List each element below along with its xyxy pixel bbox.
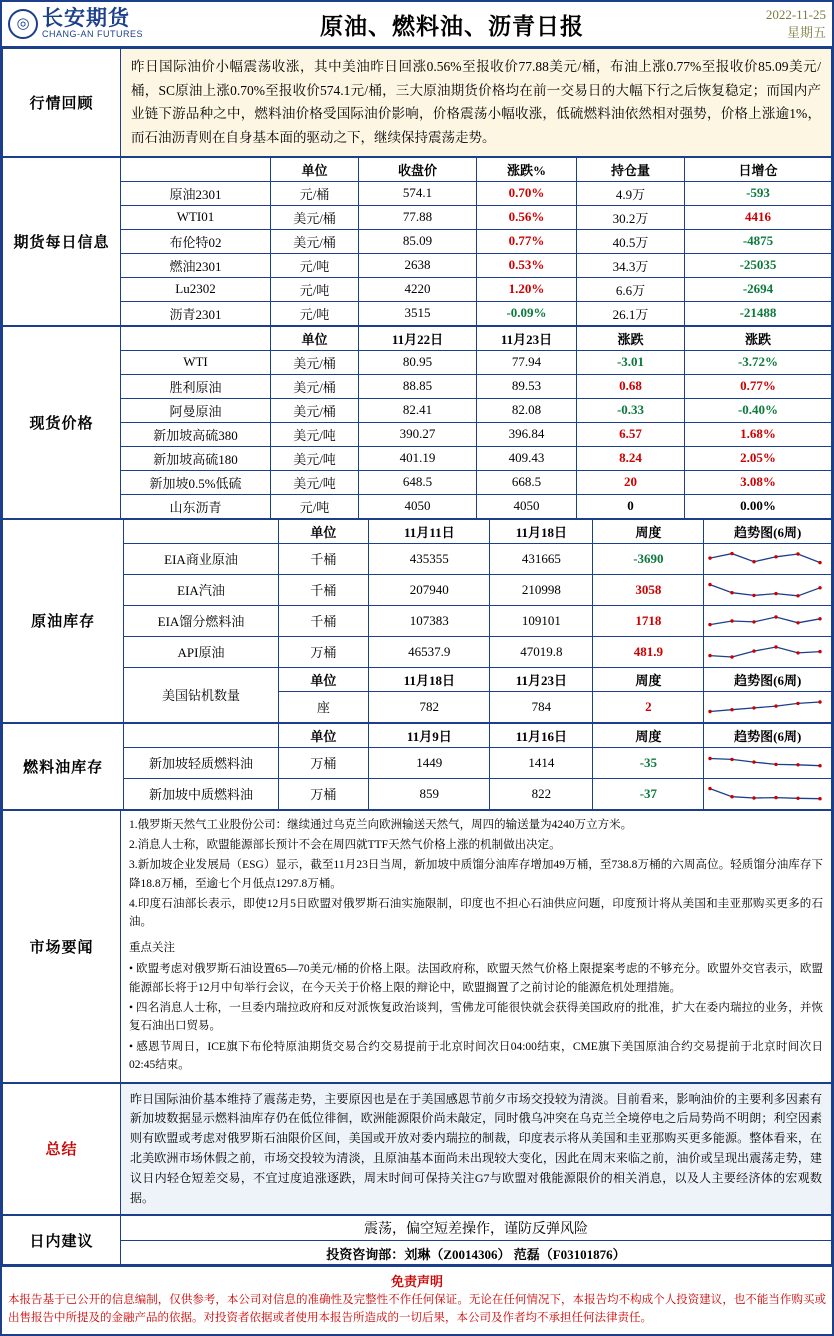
table-header-row	[3, 667, 832, 691]
table-row	[3, 181, 832, 205]
section-label-advice: 日内建议	[3, 1216, 121, 1265]
row-v1: 859	[369, 778, 490, 809]
company-name-cn: 长安期货	[42, 7, 130, 31]
section-label-spot: 现货价格	[3, 326, 121, 518]
row-weekly: -3690	[593, 543, 704, 574]
col-change-pct: 涨跌	[685, 326, 832, 350]
row-unit: 美元/桶	[271, 350, 359, 374]
table-header-row	[3, 723, 832, 747]
row-oi: 34.3万	[577, 253, 685, 277]
advice-dept-label: 投资咨询部：	[326, 1247, 405, 1263]
company-name-en: CHANG-AN FUTURES	[42, 29, 144, 40]
row-v2: 47019.8	[490, 636, 593, 667]
focus-item: • 欧盟考虑对俄罗斯石油设置65—70美元/桶的价格上限。法国政府称，欧盟天然气价格上限提案考虑的不够充分。欧盟外交官表示，欧盟能源部长将于12月中旬举行会议，在今天关于价格上限的辩论中，欧盟搁置了之前讨论的能源危机处理措施。	[129, 963, 823, 994]
date-value: 2022-11-25	[765, 7, 826, 23]
row-unit: 万桶	[278, 747, 369, 778]
row-close: 3515	[359, 301, 477, 325]
col-unit: 单位	[271, 326, 359, 350]
row-name: 山东沥青	[121, 494, 271, 518]
company-logo	[8, 8, 198, 39]
table-header-row	[3, 326, 832, 350]
row-change-pct: 3.08%	[685, 470, 832, 494]
col-unit: 单位	[278, 667, 369, 691]
row-v2: 396.84	[477, 422, 577, 446]
page-title: 原油、燃料油、沥青日报	[320, 12, 584, 39]
row-v1: 4050	[359, 494, 477, 518]
col-trend: 趋势图(6周)	[704, 723, 832, 747]
row-change: -0.09%	[477, 301, 577, 325]
advice-table	[2, 1215, 832, 1265]
row-unit: 元/桶	[271, 181, 359, 205]
row-name: 新加坡轻质燃料油	[124, 747, 278, 778]
row-unit: 元/吨	[271, 494, 359, 518]
row-unit: 座	[278, 691, 369, 722]
section-label-crude-stock: 原油库存	[3, 519, 124, 722]
table-row	[3, 229, 832, 253]
table-row	[3, 605, 832, 636]
section-label-fuel-stock: 燃料油库存	[3, 723, 124, 809]
row-v1: 648.5	[359, 470, 477, 494]
market-news-body	[121, 810, 832, 1082]
col-name	[121, 326, 271, 350]
sparkline-chart	[704, 605, 832, 636]
row-unit: 美元/桶	[271, 374, 359, 398]
row-unit: 元/吨	[271, 253, 359, 277]
table-row	[3, 49, 832, 157]
table-row	[3, 205, 832, 229]
advice-people: 刘琳（Z0014306） 范磊（F03101876）	[404, 1247, 626, 1263]
row-change: 0.70%	[477, 181, 577, 205]
report-header	[2, 2, 832, 48]
row-change: 8.24	[577, 446, 685, 470]
row-v1: 46537.9	[369, 636, 490, 667]
row-name: 阿曼原油	[121, 398, 271, 422]
table-row	[3, 398, 832, 422]
disclaimer-block	[2, 1265, 832, 1334]
row-weekly: 3058	[593, 574, 704, 605]
crude-inventory-table	[2, 519, 832, 723]
row-unit: 千桶	[278, 543, 369, 574]
col-unit: 单位	[271, 157, 359, 181]
row-delta: -593	[685, 181, 832, 205]
table-row	[3, 574, 832, 605]
row-change: -0.33	[577, 398, 685, 422]
row-v1: 107383	[369, 605, 490, 636]
sparkline-chart	[704, 543, 832, 574]
col-date-1: 11月11日	[369, 519, 490, 543]
table-row	[3, 1083, 832, 1215]
col-unit: 单位	[278, 519, 369, 543]
row-v1: 782	[369, 691, 490, 722]
col-date-2: 11月23日	[490, 667, 593, 691]
row-v1: 88.85	[359, 374, 477, 398]
row-oi: 40.5万	[577, 229, 685, 253]
row-change: 0	[577, 494, 685, 518]
row-v2: 668.5	[477, 470, 577, 494]
row-v2: 409.43	[477, 446, 577, 470]
row-unit: 美元/桶	[271, 205, 359, 229]
focus-item: • 感恩节周日，ICE旗下布伦特原油期货交易合约交易提前于北京时间次日04:00结束，CME旗下美国原油合约交易提前于北京时间次日02:45结束。	[129, 1040, 823, 1072]
row-unit: 元/吨	[271, 277, 359, 301]
col-weekly: 周度	[593, 723, 704, 747]
row-oi: 6.6万	[577, 277, 685, 301]
table-header-row	[3, 519, 832, 543]
futures-daily-table	[2, 157, 832, 326]
advice-body	[121, 1216, 832, 1265]
circle-logo-icon: ◎	[8, 9, 38, 39]
col-date-2: 11月23日	[477, 326, 577, 350]
rig-count-label: 美国钻机数量	[124, 667, 278, 722]
row-v2: 109101	[490, 605, 593, 636]
row-delta: -25035	[685, 253, 832, 277]
row-change: -3.01	[577, 350, 685, 374]
col-name	[124, 723, 278, 747]
spot-price-table	[2, 326, 832, 519]
col-date-1: 11月18日	[369, 667, 490, 691]
row-v1: 207940	[369, 574, 490, 605]
row-name: WTI	[121, 350, 271, 374]
row-unit: 千桶	[278, 574, 369, 605]
row-weekly: 1718	[593, 605, 704, 636]
col-close: 收盘价	[359, 157, 477, 181]
col-date-2: 11月16日	[490, 723, 593, 747]
row-name: Lu2302	[121, 277, 271, 301]
table-row	[3, 253, 832, 277]
news-item: 1.俄罗斯天然气工业股份公司：继续通过乌克兰向欧洲输送天然气，周四的输送量为4240万立方米。	[129, 818, 633, 831]
row-name: EIA馏分燃料油	[124, 605, 278, 636]
col-date-2: 11月18日	[490, 519, 593, 543]
col-change-pct: 涨跌%	[477, 157, 577, 181]
summary-text: 昨日国际油价基本维持了震荡走势，主要原因也是在于美国感恩节前夕市场交投较为清淡。目前看来，影响油价的主要利多因素有 新加坡数据显示燃料油库存仍在低位徘徊，欧洲能源限价尚未敲定，同时俄乌冲突在乌克兰全境停电之后局势尚不明朗；利空因素则有欧盟或考虑对俄罗斯石油限价区间，美国或开放对委内瑞拉的制裁，印度表示将从美国和圭亚那购买更多能源。整体看来，在北美欧洲市场休假之前，市场交投较为清淡，且原油基本面尚未出现较大变化，因此在周末来临之前，油价或呈现出震荡走势，建议日内轻仓短差交易，不宜过度追涨逐跌，周末时间可保持关注G7与欧盟对俄能源限价的相关消息，以及人主要经济体的宏观数据。	[121, 1083, 832, 1215]
row-close: 574.1	[359, 181, 477, 205]
row-delta: 4416	[685, 205, 832, 229]
col-trend: 趋势图(6周)	[704, 667, 832, 691]
row-v2: 784	[490, 691, 593, 722]
col-change: 涨跌	[577, 326, 685, 350]
row-v1: 80.95	[359, 350, 477, 374]
advice-strategy: 震荡，偏空短差操作，谨防反弹风险	[121, 1216, 831, 1241]
row-v2: 4050	[477, 494, 577, 518]
row-oi: 30.2万	[577, 205, 685, 229]
row-name: WTI01	[121, 205, 271, 229]
col-name	[124, 519, 278, 543]
row-name: 新加坡高硫380	[121, 422, 271, 446]
sparkline-chart	[704, 636, 832, 667]
row-change: 1.20%	[477, 277, 577, 301]
section-label-review: 行情回顾	[3, 49, 121, 157]
row-unit: 元/吨	[271, 301, 359, 325]
row-change-pct: -0.40%	[685, 398, 832, 422]
table-row	[3, 778, 832, 809]
row-name: 新加坡高硫180	[121, 446, 271, 470]
row-unit: 美元/吨	[271, 470, 359, 494]
row-change: 0.53%	[477, 253, 577, 277]
row-v2: 210998	[490, 574, 593, 605]
row-v1: 82.41	[359, 398, 477, 422]
table-row	[3, 277, 832, 301]
col-unit: 单位	[278, 723, 369, 747]
col-weekly: 周度	[593, 519, 704, 543]
row-oi: 26.1万	[577, 301, 685, 325]
row-v2: 822	[490, 778, 593, 809]
row-close: 77.88	[359, 205, 477, 229]
row-v1: 1449	[369, 747, 490, 778]
row-weekly: 481.9	[593, 636, 704, 667]
market-news-table	[2, 810, 832, 1083]
col-date-1: 11月9日	[369, 723, 490, 747]
row-name: 沥青2301	[121, 301, 271, 325]
row-name: EIA汽油	[124, 574, 278, 605]
row-delta: -2694	[685, 277, 832, 301]
row-weekly: -35	[593, 747, 704, 778]
row-v2: 82.08	[477, 398, 577, 422]
row-unit: 万桶	[278, 778, 369, 809]
row-delta: -4875	[685, 229, 832, 253]
table-row	[3, 446, 832, 470]
row-close: 2638	[359, 253, 477, 277]
section-label-news: 市场要闻	[3, 810, 121, 1082]
news-item: 3.新加坡企业发展局（ESG）显示，截至11月23日当周，新加坡中质馏分油库存增加49万桶，至738.8万桶的六周高位。轻质馏分油库存下降18.8万桶，至逾七个月低点1297.8万桶。	[129, 859, 823, 890]
row-v2: 431665	[490, 543, 593, 574]
table-row	[3, 494, 832, 518]
col-open-interest: 持仓量	[577, 157, 685, 181]
row-change-pct: -3.72%	[685, 350, 832, 374]
col-trend: 趋势图(6周)	[704, 519, 832, 543]
news-item: 4.印度石油部长表示，即使12月5日欧盟对俄罗斯石油实施限制，印度也不担心石油供应问题，印度预计将从美国和圭亚那购买更多的石油。	[129, 898, 823, 929]
sparkline-chart	[704, 778, 832, 809]
table-row	[3, 747, 832, 778]
table-row	[3, 810, 832, 1082]
table-row	[3, 374, 832, 398]
row-name: 燃油2301	[121, 253, 271, 277]
row-name: 新加坡中质燃料油	[124, 778, 278, 809]
table-row	[3, 422, 832, 446]
table-row	[3, 350, 832, 374]
row-v1: 435355	[369, 543, 490, 574]
summary-table	[2, 1083, 832, 1216]
section-label-summary: 总结	[3, 1083, 121, 1215]
row-weekly: -37	[593, 778, 704, 809]
row-unit: 万桶	[278, 636, 369, 667]
focus-title: 重点关注	[129, 941, 175, 954]
fuel-inventory-table	[2, 723, 832, 810]
sparkline-chart	[704, 747, 832, 778]
row-change-pct: 1.68%	[685, 422, 832, 446]
table-row	[3, 301, 832, 325]
section-label-futures: 期货每日信息	[3, 157, 121, 325]
disclaimer-title: 免责声明	[390, 1274, 443, 1290]
row-name: API原油	[124, 636, 278, 667]
row-name: EIA商业原油	[124, 543, 278, 574]
row-oi: 4.9万	[577, 181, 685, 205]
advice-authors	[121, 1241, 831, 1264]
row-v1: 390.27	[359, 422, 477, 446]
row-close: 4220	[359, 277, 477, 301]
row-name: 布伦特02	[121, 229, 271, 253]
row-unit: 美元/吨	[271, 422, 359, 446]
row-change-pct: 0.00%	[685, 494, 832, 518]
row-change: 0.77%	[477, 229, 577, 253]
row-change: 6.57	[577, 422, 685, 446]
row-unit: 美元/吨	[271, 446, 359, 470]
row-unit: 美元/桶	[271, 229, 359, 253]
row-close: 85.09	[359, 229, 477, 253]
news-item: 2.消息人士称，欧盟能源部长预计不会在周四就TTF天然气价格上涨的机制做出决定。	[129, 838, 561, 851]
table-header-row	[3, 157, 832, 181]
table-row	[3, 636, 832, 667]
col-date-1: 11月22日	[359, 326, 477, 350]
col-daily-oi-change: 日增仓	[685, 157, 832, 181]
weekday-value: 星期五	[786, 25, 826, 40]
sparkline-chart	[704, 574, 832, 605]
row-v2: 89.53	[477, 374, 577, 398]
row-unit: 千桶	[278, 605, 369, 636]
row-weekly: 2	[593, 691, 704, 722]
disclaimer-text: 本报告基于已公开的信息编制，仅供参考，本公司对信息的准确性及完整性不作任何保证。无论在任何情况下，本报告均不构成个人投资建议，也不能当作购买或出售报告中所提及的金融产品的依据。对投资者依据或者使用本报告所造成的一切后果，本公司及作者均不承担任何法律责任。	[8, 1294, 826, 1325]
focus-item: • 四名消息人士称，一旦委内瑞拉政府和反对派恢复政治谈判，雪佛龙可能很快就会获得美国政府的批准，扩大在委内瑞拉的业务，并恢复石油出口贸易。	[129, 1002, 823, 1033]
row-v2: 1414	[490, 747, 593, 778]
row-change: 0.56%	[477, 205, 577, 229]
row-name: 新加坡0.5%低硫	[121, 470, 271, 494]
row-v2: 77.94	[477, 350, 577, 374]
row-delta: -21488	[685, 301, 832, 325]
row-name: 原油2301	[121, 181, 271, 205]
market-review-table	[2, 48, 832, 157]
table-row	[3, 543, 832, 574]
market-review-text: 昨日国际油价小幅震荡收涨，其中美油昨日回涨0.56%至报收价77.88美元/桶，布油上涨0.77%至报收价85.09美元/桶，SC原油上涨0.70%至报收价574.1元/桶，三大原油期货价格均在前一交易日的大幅下行之后恢复稳定；而国内产业链下游品种之中，燃料油价格受国际油价影响，价格震荡小幅收涨，低硫燃料油依然相对强势，价格上涨逾1%，而石油沥青则在自身基本面的驱动之下，继续保持震荡走势。	[121, 49, 832, 157]
row-change-pct: 2.05%	[685, 446, 832, 470]
col-weekly: 周度	[593, 667, 704, 691]
row-name: 胜利原油	[121, 374, 271, 398]
report-date	[706, 6, 826, 41]
row-unit: 美元/桶	[271, 398, 359, 422]
row-change-pct: 0.77%	[685, 374, 832, 398]
row-v1: 401.19	[359, 446, 477, 470]
row-change: 20	[577, 470, 685, 494]
row-change: 0.68	[577, 374, 685, 398]
sparkline-chart	[704, 691, 832, 722]
table-row	[3, 470, 832, 494]
table-row	[3, 1216, 832, 1265]
col-name	[121, 157, 271, 181]
